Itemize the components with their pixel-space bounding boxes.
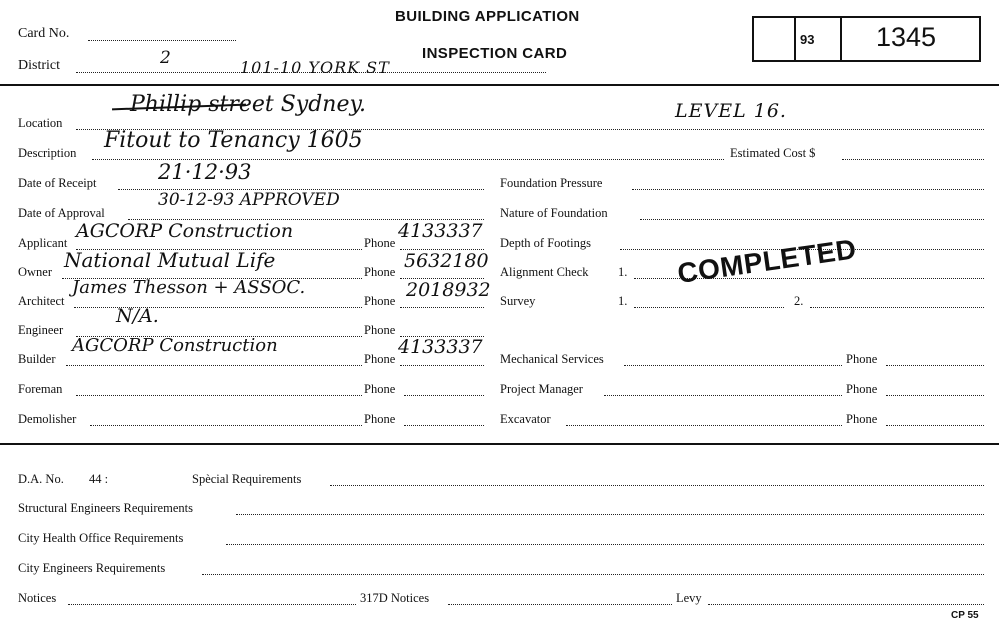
project-manager-label: Project Manager — [500, 382, 583, 396]
card-number-prefix: 93 — [800, 32, 815, 47]
card-title-line1: BUILDING APPLICATION — [395, 8, 580, 25]
description-label: Description — [18, 146, 77, 160]
owner-label: Owner — [18, 265, 53, 279]
owner-value: National Mutual Life — [64, 248, 276, 272]
special-requirements-label: Spècial Requirements — [192, 472, 302, 486]
mechanical-services-line — [624, 365, 842, 366]
project-manager-phone-line — [886, 395, 984, 396]
architect-phone-line — [400, 307, 484, 308]
survey-2: 2. — [794, 294, 804, 308]
foreman-phone-label: Phone — [364, 382, 396, 396]
description-value: Fitout to Tenancy 1605 — [104, 128, 363, 153]
applicant-label: Applicant — [18, 236, 68, 250]
form-code: CP 55 — [951, 610, 979, 621]
nature-of-foundation-label: Nature of Foundation — [500, 206, 608, 220]
card-no-field-line — [88, 40, 236, 41]
builder-value: AGCORP Construction — [72, 335, 278, 356]
survey-2-line — [810, 307, 984, 308]
card-number-divider-1 — [794, 16, 796, 62]
card-number: 1345 — [876, 22, 937, 52]
levy-label: Levy — [676, 591, 702, 605]
foreman-label: Foreman — [18, 382, 63, 396]
estimated-cost-field-line — [842, 159, 984, 160]
header-divider — [0, 84, 999, 86]
address-value: 101-10 YORK ST — [240, 58, 390, 77]
notices-line — [68, 604, 356, 605]
city-health-label: City Health Office Requirements — [18, 531, 184, 545]
excavator-line — [566, 425, 842, 426]
levy-line — [708, 604, 984, 605]
alignment-check-label: Alignment Check — [500, 265, 589, 279]
card-title-line2: INSPECTION CARD — [422, 45, 568, 62]
survey-1: 1. — [618, 294, 628, 308]
mechanical-phone-line — [886, 365, 984, 366]
builder-phone-value: 4133337 — [398, 336, 483, 358]
survey-label: Survey — [500, 294, 536, 308]
notices-317d-line — [448, 604, 672, 605]
architect-value: James Thesson + ASSOC. — [72, 277, 306, 298]
architect-label: Architect — [18, 294, 65, 308]
foreman-phone-line — [404, 395, 484, 396]
builder-phone-label: Phone — [364, 352, 396, 366]
nature-of-foundation-line — [640, 219, 984, 220]
structural-engineers-label: Structural Engineers Requirements — [18, 501, 193, 515]
city-health-line — [226, 544, 984, 545]
demolisher-label: Demolisher — [18, 412, 77, 426]
date-of-approval-label: Date of Approval — [18, 206, 105, 220]
demolisher-line — [90, 425, 362, 426]
notices-317d-label: 317D Notices — [360, 591, 430, 605]
architect-phone-value: 2018932 — [406, 279, 491, 301]
engineer-phone-label: Phone — [364, 323, 396, 337]
builder-phone-line — [400, 365, 484, 366]
builder-line — [66, 365, 362, 366]
city-engineers-line — [202, 574, 984, 575]
card-number-box — [752, 16, 981, 62]
completed-stamp: COMPLETED — [675, 233, 859, 290]
excavator-phone-line — [886, 425, 984, 426]
lower-divider — [0, 443, 999, 445]
da-no-value: 44 : — [89, 472, 109, 486]
district-label: District — [18, 58, 60, 73]
special-requirements-line — [330, 485, 984, 486]
estimated-cost-label: Estimated Cost $ — [730, 146, 816, 160]
applicant-phone-label: Phone — [364, 236, 396, 250]
district-value: 2 — [160, 48, 171, 68]
alignment-check-1: 1. — [618, 265, 628, 279]
card-number-divider-2 — [840, 16, 842, 62]
foundation-pressure-label: Foundation Pressure — [500, 176, 603, 190]
engineer-label: Engineer — [18, 323, 64, 337]
architect-phone-label: Phone — [364, 294, 396, 308]
demolisher-phone-label: Phone — [364, 412, 396, 426]
applicant-phone-value: 4133337 — [398, 220, 483, 242]
date-of-receipt-value: 21·12·93 — [158, 160, 252, 184]
owner-phone-label: Phone — [364, 265, 396, 279]
mechanical-services-label: Mechanical Services — [500, 352, 604, 366]
date-of-receipt-label: Date of Receipt — [18, 176, 97, 190]
builder-label: Builder — [18, 352, 56, 366]
depth-of-footings-label: Depth of Footings — [500, 236, 591, 250]
excavator-label: Excavator — [500, 412, 551, 426]
applicant-value: AGCORP Construction — [76, 220, 294, 242]
demolisher-phone-line — [404, 425, 484, 426]
location-value: Phillip street Sydney. — [130, 92, 366, 117]
excavator-phone-label: Phone — [846, 412, 878, 426]
card-no-label: Card No. — [18, 26, 70, 41]
foundation-pressure-line — [632, 189, 984, 190]
project-manager-line — [604, 395, 842, 396]
structural-engineers-line — [236, 514, 984, 515]
notices-label: Notices — [18, 591, 57, 605]
engineer-value: N/A. — [116, 305, 159, 327]
location-level: LEVEL 16. — [675, 100, 787, 122]
survey-1-line — [634, 307, 784, 308]
date-of-approval-value: 30-12-93 APPROVED — [158, 190, 340, 210]
mechanical-phone-label: Phone — [846, 352, 878, 366]
owner-phone-value: 5632180 — [404, 250, 489, 272]
da-no-label: D.A. No. — [18, 472, 64, 486]
project-manager-phone-label: Phone — [846, 382, 878, 396]
city-engineers-label: City Engineers Requirements — [18, 561, 166, 575]
location-label: Location — [18, 116, 63, 130]
foreman-line — [76, 395, 362, 396]
